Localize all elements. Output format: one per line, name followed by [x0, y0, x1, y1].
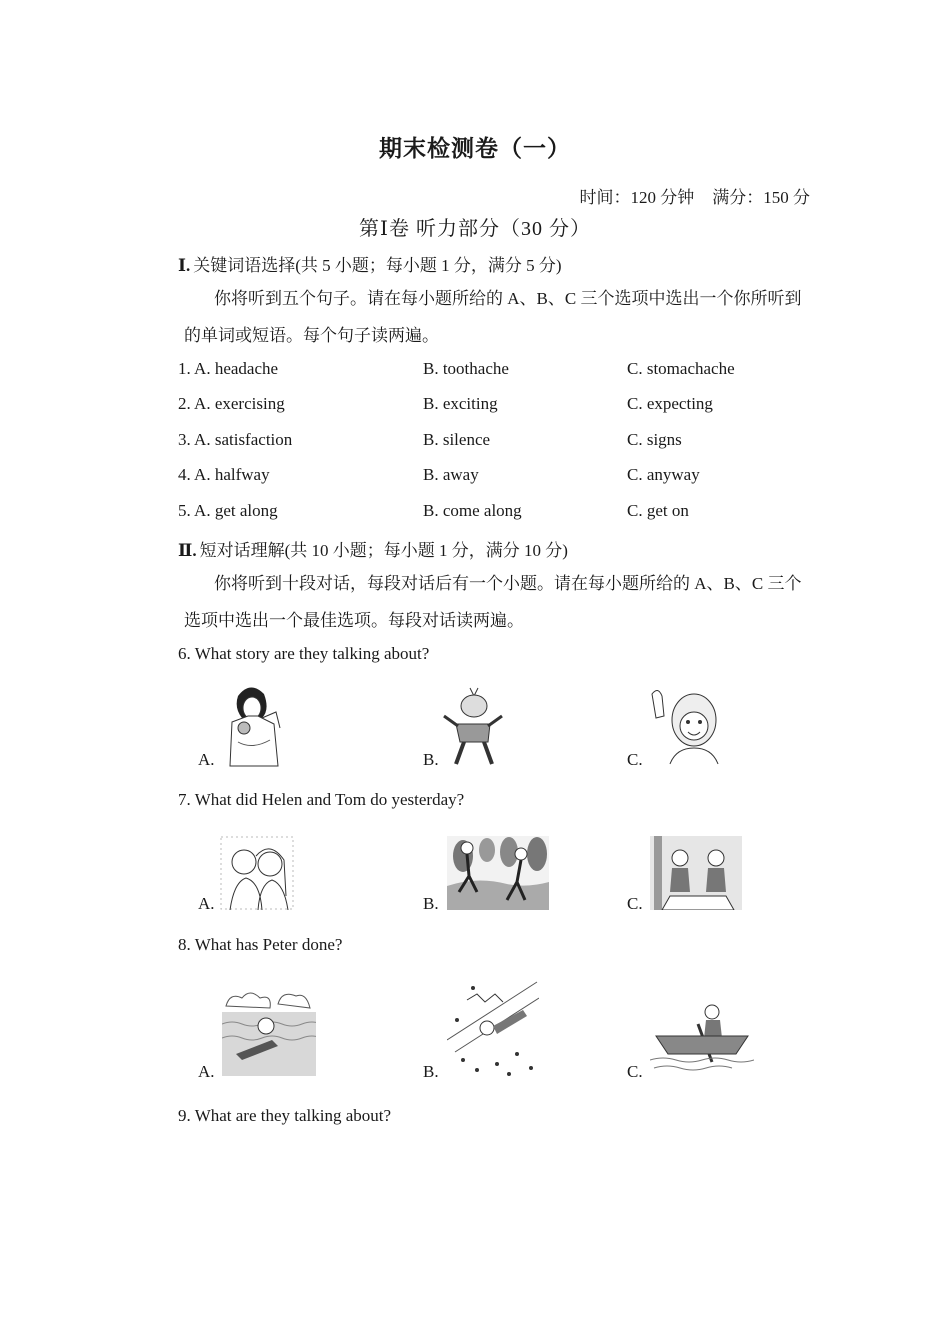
choice-row [178, 359, 818, 383]
option-b: B. exciting [423, 394, 498, 413]
option-a: 1. A. headache [178, 359, 279, 378]
hiking-kids-illustration [447, 836, 549, 910]
choice-row [178, 394, 818, 418]
option-c: C. signs [627, 430, 682, 449]
part1-number: Ⅰ. [178, 256, 191, 275]
option-b: B. silence [423, 430, 491, 449]
option-b: B. come along [423, 501, 522, 520]
option-label-c: C. [627, 1062, 643, 1081]
option-c: C. anyway [627, 465, 700, 484]
part2-heading-text: 短对话理解(共 10 小题；每小题 1 分，满分 10 分) [199, 541, 568, 560]
part2-number: Ⅱ. [178, 541, 197, 560]
option-label-a: A. [198, 894, 215, 913]
part2-heading [178, 536, 568, 561]
skiing-illustration [447, 980, 539, 1078]
question-8: 8. What has Peter done? [178, 935, 343, 954]
couple-portrait-illustration [220, 836, 294, 910]
rowing-boat-illustration [650, 1004, 754, 1074]
monkey-king-illustration [646, 686, 722, 766]
calabash-boy-illustration [440, 686, 506, 768]
option-label-a: A. [198, 1062, 215, 1081]
option-label-c: C. [627, 750, 643, 769]
part2-instruction: 你将听到十段对话，每段对话后有一个小题。请在每小题所给的 A、B、C 三个选项中选出一个最佳选项。每段对话读两遍。 [184, 574, 802, 630]
question-9: 9. What are they talking about? [178, 1106, 392, 1125]
option-a: 3. A. satisfaction [178, 430, 293, 449]
option-c: C. stomachache [627, 359, 735, 378]
choice-row [178, 501, 818, 525]
section-title: 第Ⅰ卷 听力部分（30 分） [359, 218, 591, 240]
part1-instruction: 你将听到五个句子。请在每小题所给的 A、B、C 三个选项中选出一个你所听到的单词或短语。每个句子读两遍。 [184, 289, 802, 345]
option-a: 5. A. get along [178, 501, 278, 520]
option-label-c: C. [627, 894, 643, 913]
option-a: 2. A. exercising [178, 394, 285, 413]
question-6: 6. What story are they talking about? [178, 644, 430, 663]
page-title: 期末检测卷（一） [379, 136, 571, 161]
option-label-a: A. [198, 750, 215, 769]
time-limit: 时间：120 分钟 [579, 188, 695, 207]
choice-row [178, 430, 818, 454]
option-c: C. expecting [627, 394, 713, 413]
option-b: B. toothache [423, 359, 509, 378]
part1-heading [178, 251, 562, 276]
princess-illustration [218, 682, 288, 768]
reading-kids-illustration [650, 836, 742, 910]
option-label-b: B. [423, 894, 439, 913]
option-b: B. away [423, 465, 479, 484]
choice-row [178, 465, 818, 489]
option-label-b: B. [423, 1062, 439, 1081]
question-7: 7. What did Helen and Tom do yesterday? [178, 790, 465, 809]
exam-meta [580, 183, 811, 208]
option-a: 4. A. halfway [178, 465, 270, 484]
full-score: 满分：150 分 [712, 188, 810, 207]
option-label-b: B. [423, 750, 439, 769]
swimming-illustration [222, 988, 316, 1076]
part1-heading-text: 关键词语选择(共 5 小题；每小题 1 分，满分 5 分) [193, 256, 562, 275]
option-c: C. get on [627, 501, 689, 520]
